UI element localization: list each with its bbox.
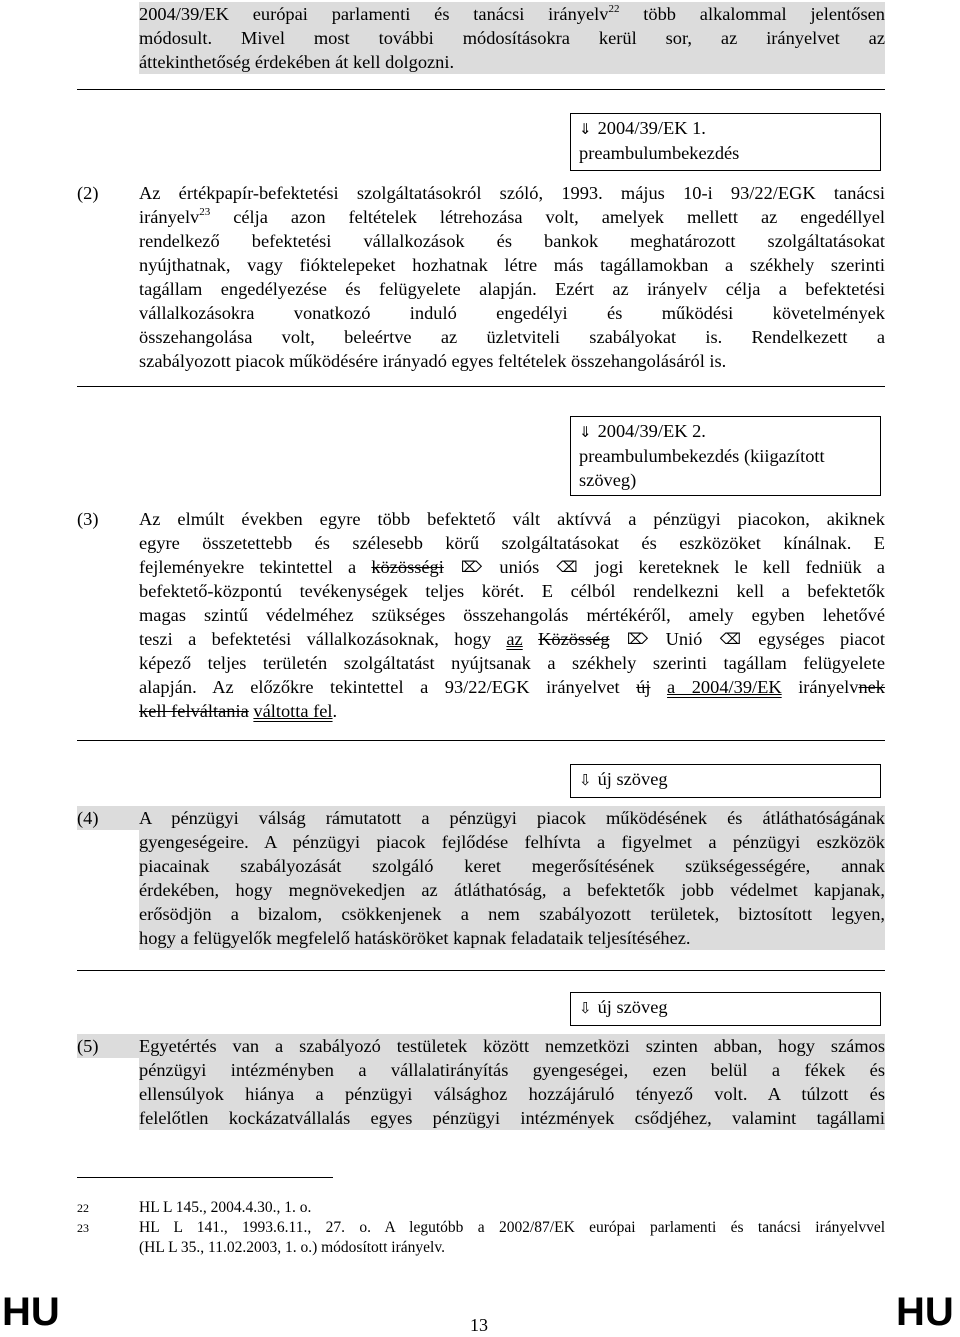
footnote-23: HL L 141., 1993.6.11., 27. o. A legutóbb a 2002/87/EK európai parlamenti és tanácsi irányelvvel (HL L 35., 11.02.2003, 1. o.) módosított irányelv. — [139, 1219, 885, 1256]
paragraph-5: Egyetértés van a szabályozó testületek között nemzetközi szinten abban, hogy számos pénzügyi intézményben a vállalatirányítás gyengeségei, ezen belül a fékek és ellensúlyok hiánya a pénzügyi válsághoz hozzájáruló tényező volt. A túlzott és felelőtlen kockázatvállalás egyes pénzügyi intézmények csődjéhez, valamint tagállami — [139, 1036, 885, 1128]
down-outline-arrow-icon: ⇩ — [579, 771, 592, 789]
footer-language-right: HU — [896, 1290, 954, 1334]
deleted-text: nek — [858, 677, 886, 697]
deleted-text: új — [636, 677, 651, 697]
intro-line-1: 2004/39/EK európai parlamenti és tanácsi irányelv$^{22}$ több alkalommal jelentősen — [139, 3, 885, 24]
insert-end-icon: ⌫ — [719, 630, 741, 648]
insert-end-icon: ⌫ — [556, 558, 578, 576]
intro-paragraph — [139, 2, 885, 74]
separator-4 — [77, 970, 885, 971]
inserted-text: uniós — [484, 557, 555, 577]
page-number: 13 — [470, 1315, 488, 1335]
separator-3 — [77, 740, 885, 741]
intro-line-3: áttekinthetőség érdekében át kell dolgozni. — [139, 52, 455, 72]
footnote-separator — [77, 1177, 333, 1178]
deleted-text: közösségi — [371, 557, 444, 577]
source-box-2: ⇓ 2004/39/EK 2. preambulumbekezdés (kiigazított szöveg) — [570, 416, 881, 496]
paragraph-number-2: (2) — [77, 183, 99, 203]
paragraph-4: A pénzügyi válság rámutatott a pénzügyi piacok működésének és átláthatóságának gyengeségeire. A pénzügyi piacok fejlődése felhívta a figyelmet a pénzügyi eszközök piacainak szabályozását szolgáló keret megerősítésének szükségességére, annak érdekében, hogy megnövekedjen az átláthatóság, a befektetők jobb védelmet kapjanak, erősödjön a bizalom, csökkenjenek a nem szabályozott területek, biztosított legyen, hogy a felügyelők megfelelő hatásköröket kapnak feladataik teljesítéséhez. — [139, 808, 885, 948]
source-box-1: ⇓ 2004/39/EK 1. preambulumbekezdés — [570, 113, 881, 171]
inserted-text: váltotta fel — [253, 701, 333, 721]
paragraph-number-4: (4) — [77, 806, 139, 830]
insert-start-icon: ⌦ — [626, 630, 649, 648]
paragraph-number-5: (5) — [77, 1034, 139, 1058]
separator-1 — [77, 89, 885, 90]
down-arrow-icon: ⇓ — [579, 120, 592, 138]
separator-2 — [77, 386, 885, 387]
insert-start-icon: ⌦ — [461, 558, 483, 576]
down-outline-arrow-icon: ⇩ — [579, 999, 592, 1017]
paragraph-3: Az elmúlt években egyre több befektető vált aktívvá a pénzügyi piacokon, akiknek egyre összetettebb és szélesebb körű szolgáltatásokat és eszközöket kínálnak. E fejleményekre tekintettel a közösségi ⌦ uniós ⌫ jogi kereteknek le kell fedniük a befektető-központú tevékenységek teljes körét. E célból rendelkezni kell a befektetők magas szintű védelméhez szükséges összehangolás mértékéről, amely egyben lehetővé teszi a befektetési vállalkozásoknak, hogy az Közösség ⌦ Unió ⌫ egységes piacot képező teljes területén szolgáltatást nyújtsanak a székhely szerinti tagállam felügyelete alapján. Az előzőkre tekintettel a 93/22/EGK irányelvet új a 2004/39/EK irányelvnek kell felváltania váltotta fel. — [139, 509, 886, 721]
footnote-number-22: 22 — [77, 1201, 89, 1215]
footnote-number-23: 23 — [77, 1221, 89, 1235]
footnote-ref-22[interactable]: 22 — [608, 3, 620, 15]
footnote-22: HL L 145., 2004.4.30., 1. o. — [139, 1199, 312, 1216]
deleted-text: kell felváltania — [139, 701, 249, 721]
new-text-box-1: ⇩ új szöveg — [570, 764, 881, 798]
footnote-ref-23[interactable]: 23 — [199, 206, 211, 218]
inserted-text: Unió — [650, 629, 718, 649]
paragraph-2: Az értékpapír-befektetési szolgáltatásokról szóló, 1993. május 10-i 93/22/EGK tanácsi irányelv$^{23}$ célja azon feltételek létrehozása volt, amelyek mellett az engedéllyel rendelkező befektetési vállalkozások és bankok meghatározott szolgáltatásokat nyújthatnak, vagy fióktelepeket hozhatnak létre más tagállamokban a székhely szerinti tagállam engedélyezése és felügyelete alapján. Ezért az irányelv célja a befektetési vállalkozásokra vonatkozó induló engedélyi és működési követelmények összehangolása volt, beleértve az üzletviteli szabályokat is. Rendelkezett a szabályozott piacok működésére irányadó egyes feltételek összehangolásáról is. — [139, 183, 885, 371]
inserted-article: az — [506, 629, 523, 649]
intro-line-2: módosult. Mivel most további módosításokra kerül sor, az irányelvet az — [139, 28, 885, 48]
deleted-text: Közösség — [538, 629, 610, 649]
paragraph-number-3: (3) — [77, 509, 99, 529]
inserted-text: a 2004/39/EK — [667, 677, 782, 697]
new-text-box-2: ⇩ új szöveg — [570, 992, 881, 1026]
footer-language-left: HU — [2, 1290, 60, 1334]
down-arrow-icon: ⇓ — [579, 423, 592, 441]
